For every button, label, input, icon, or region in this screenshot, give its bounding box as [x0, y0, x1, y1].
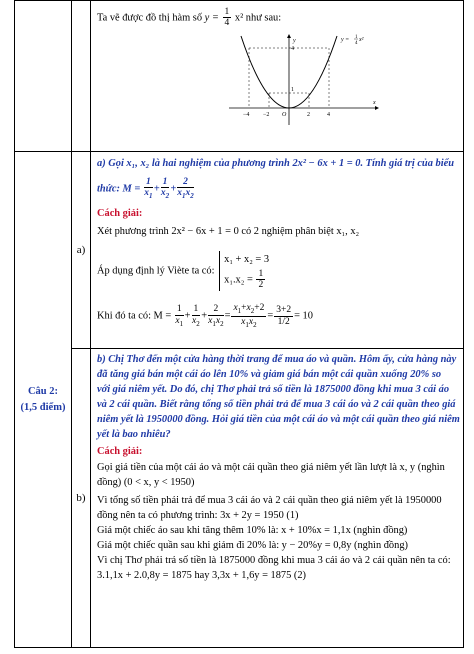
part-a-cach-giai: Cách giải:	[97, 208, 143, 219]
graph-cell	[91, 1, 464, 152]
part-b-content	[91, 349, 464, 648]
func-fraction: $\frac{1}{4}$	[224, 7, 230, 29]
part-b-s7: Vì chị Thơ phải trả số tiền là 1875000 đồng khi mua 3 cái áo và 2 cái quần nên ta có:	[97, 555, 451, 567]
x-tick-4: 4	[327, 111, 330, 118]
part-a-line-1: Xét phương trình 2x² − 6x + 1 = 0 có 2 nghiệm phân biệt x₁, x₂	[97, 226, 360, 237]
svg-text:1: 1	[355, 34, 358, 40]
solution-table	[14, 0, 464, 648]
part-b-q4: và 2 cái quần. Biết rằng tổng số tiền phải trả để mua 3 cái áo và 2 cái quần theo giá	[97, 399, 456, 411]
viete-system: x₁ + x₂ = 3 x₁.x₂ = $\frac{1}{2}$	[219, 251, 269, 291]
part-a-viete: Áp dụng định lý Viète ta có: x₁ + x₂ = 3 x₁.x₂ = $\frac{1}{2}$	[97, 251, 458, 303]
part-a-content	[91, 152, 464, 349]
x-tick-m2: −2	[263, 111, 270, 118]
part-b-s3: Vì tổng số tiền phải trả để mua 3 cái áo và 2 cái quần theo giá niêm yết là 1950000	[97, 494, 442, 506]
blank-cell	[72, 1, 91, 152]
graph-func-label: y =	[341, 36, 350, 43]
part-b-q5: niêm yết là 1950000 đồng. Hỏi giá tiền của một cái áo và một cái quần theo giá niêm	[97, 414, 460, 426]
part-b-s6: Giá một chiếc quần sau khi giảm đi 20% là: y − 20%y = 0,8y (nghìn đồng)	[97, 539, 408, 551]
y-axis-arrow	[287, 34, 291, 38]
func-tail: x² như sau:	[234, 12, 282, 24]
y-tick-4: 4	[291, 45, 294, 52]
part-a-row	[15, 152, 464, 349]
part-b-s8: 3.1,1x + 2.0,8y = 1875 hay 3,3x + 1,6y = 1875 (2)	[97, 570, 307, 582]
part-b-row	[15, 349, 464, 648]
part-a-question-1: a) Gọi x₁, x₂ là hai nghiệm của phương trình 2x² − 6x + 1 = 0. Tính giá trị của biểu	[97, 158, 454, 169]
parabola-graph	[223, 33, 383, 128]
part-b-q3: với giá niêm yết. Do đó, chị Thơ phải trả số tiền là 1875000 đồng khi mua 3 cái áo	[97, 384, 450, 396]
part-b-s5: Giá một chiếc áo sau khi tăng thêm 10% là: x + 10%x = 1,1x (nghìn đồng)	[97, 524, 408, 536]
y-label: y	[293, 37, 296, 44]
cau-2-cell	[15, 152, 72, 648]
svg-text:4: 4	[355, 40, 358, 46]
part-b-label: b)	[72, 349, 91, 648]
cau-label: Câu 2:	[27, 385, 59, 397]
origin-label: O	[282, 111, 287, 118]
part-b-q2: đã tăng giá bán một cái áo lên 10% và giảm giá bán một cái quần xuống 20% so	[97, 369, 442, 381]
part-b-s4: đồng nên ta có phương trình: 3x + 2y = 1950 (1)	[97, 509, 299, 521]
part-a-label: a)	[72, 152, 91, 349]
blank-cell	[15, 1, 72, 152]
graph-intro: Ta vẽ được đồ thị hàm số	[97, 12, 203, 24]
part-a-result: Khi đó ta có: M = $\frac{1}{x_1}$ + $\frac{1}{x_2}$ + $\frac{2}{x_1x_2}$ = $\frac{x_1+x_2+2}{x_1x_2}$ = $\frac{3+2}{1/2}$ = 10	[97, 303, 313, 329]
graph-row	[15, 1, 464, 152]
part-b-q1: b) Chị Thơ đến một cửa hàng thời trang để mua áo và quần. Hôm ấy, cửa hàng này	[97, 354, 457, 365]
x-axis-arrow	[375, 106, 379, 110]
part-a-question-2: thức: M = $\frac{1}{x_1}$ + $\frac{1}{x_2}$ + $\frac{2}{x_1x_2}$	[97, 177, 194, 201]
y-tick-1: 1	[291, 86, 294, 93]
part-b-s1: Gọi giá tiền của một cái áo và một cái quần theo giá niêm yết lần lượt là x, y (nghìn	[97, 461, 445, 473]
part-b-cach-giai: Cách giải:	[97, 446, 143, 458]
x-tick-m4: −4	[243, 111, 250, 118]
part-b-s2: đồng) (0 < x, y < 1950)	[97, 476, 195, 488]
cau-points: (1,5 điểm)	[20, 401, 66, 413]
svg-text:x²: x²	[359, 36, 364, 43]
x-label: x	[373, 99, 376, 106]
part-b-q6: yết là bao nhiêu?	[97, 429, 171, 441]
x-tick-2: 2	[307, 111, 310, 118]
func-y: y =	[204, 12, 219, 24]
